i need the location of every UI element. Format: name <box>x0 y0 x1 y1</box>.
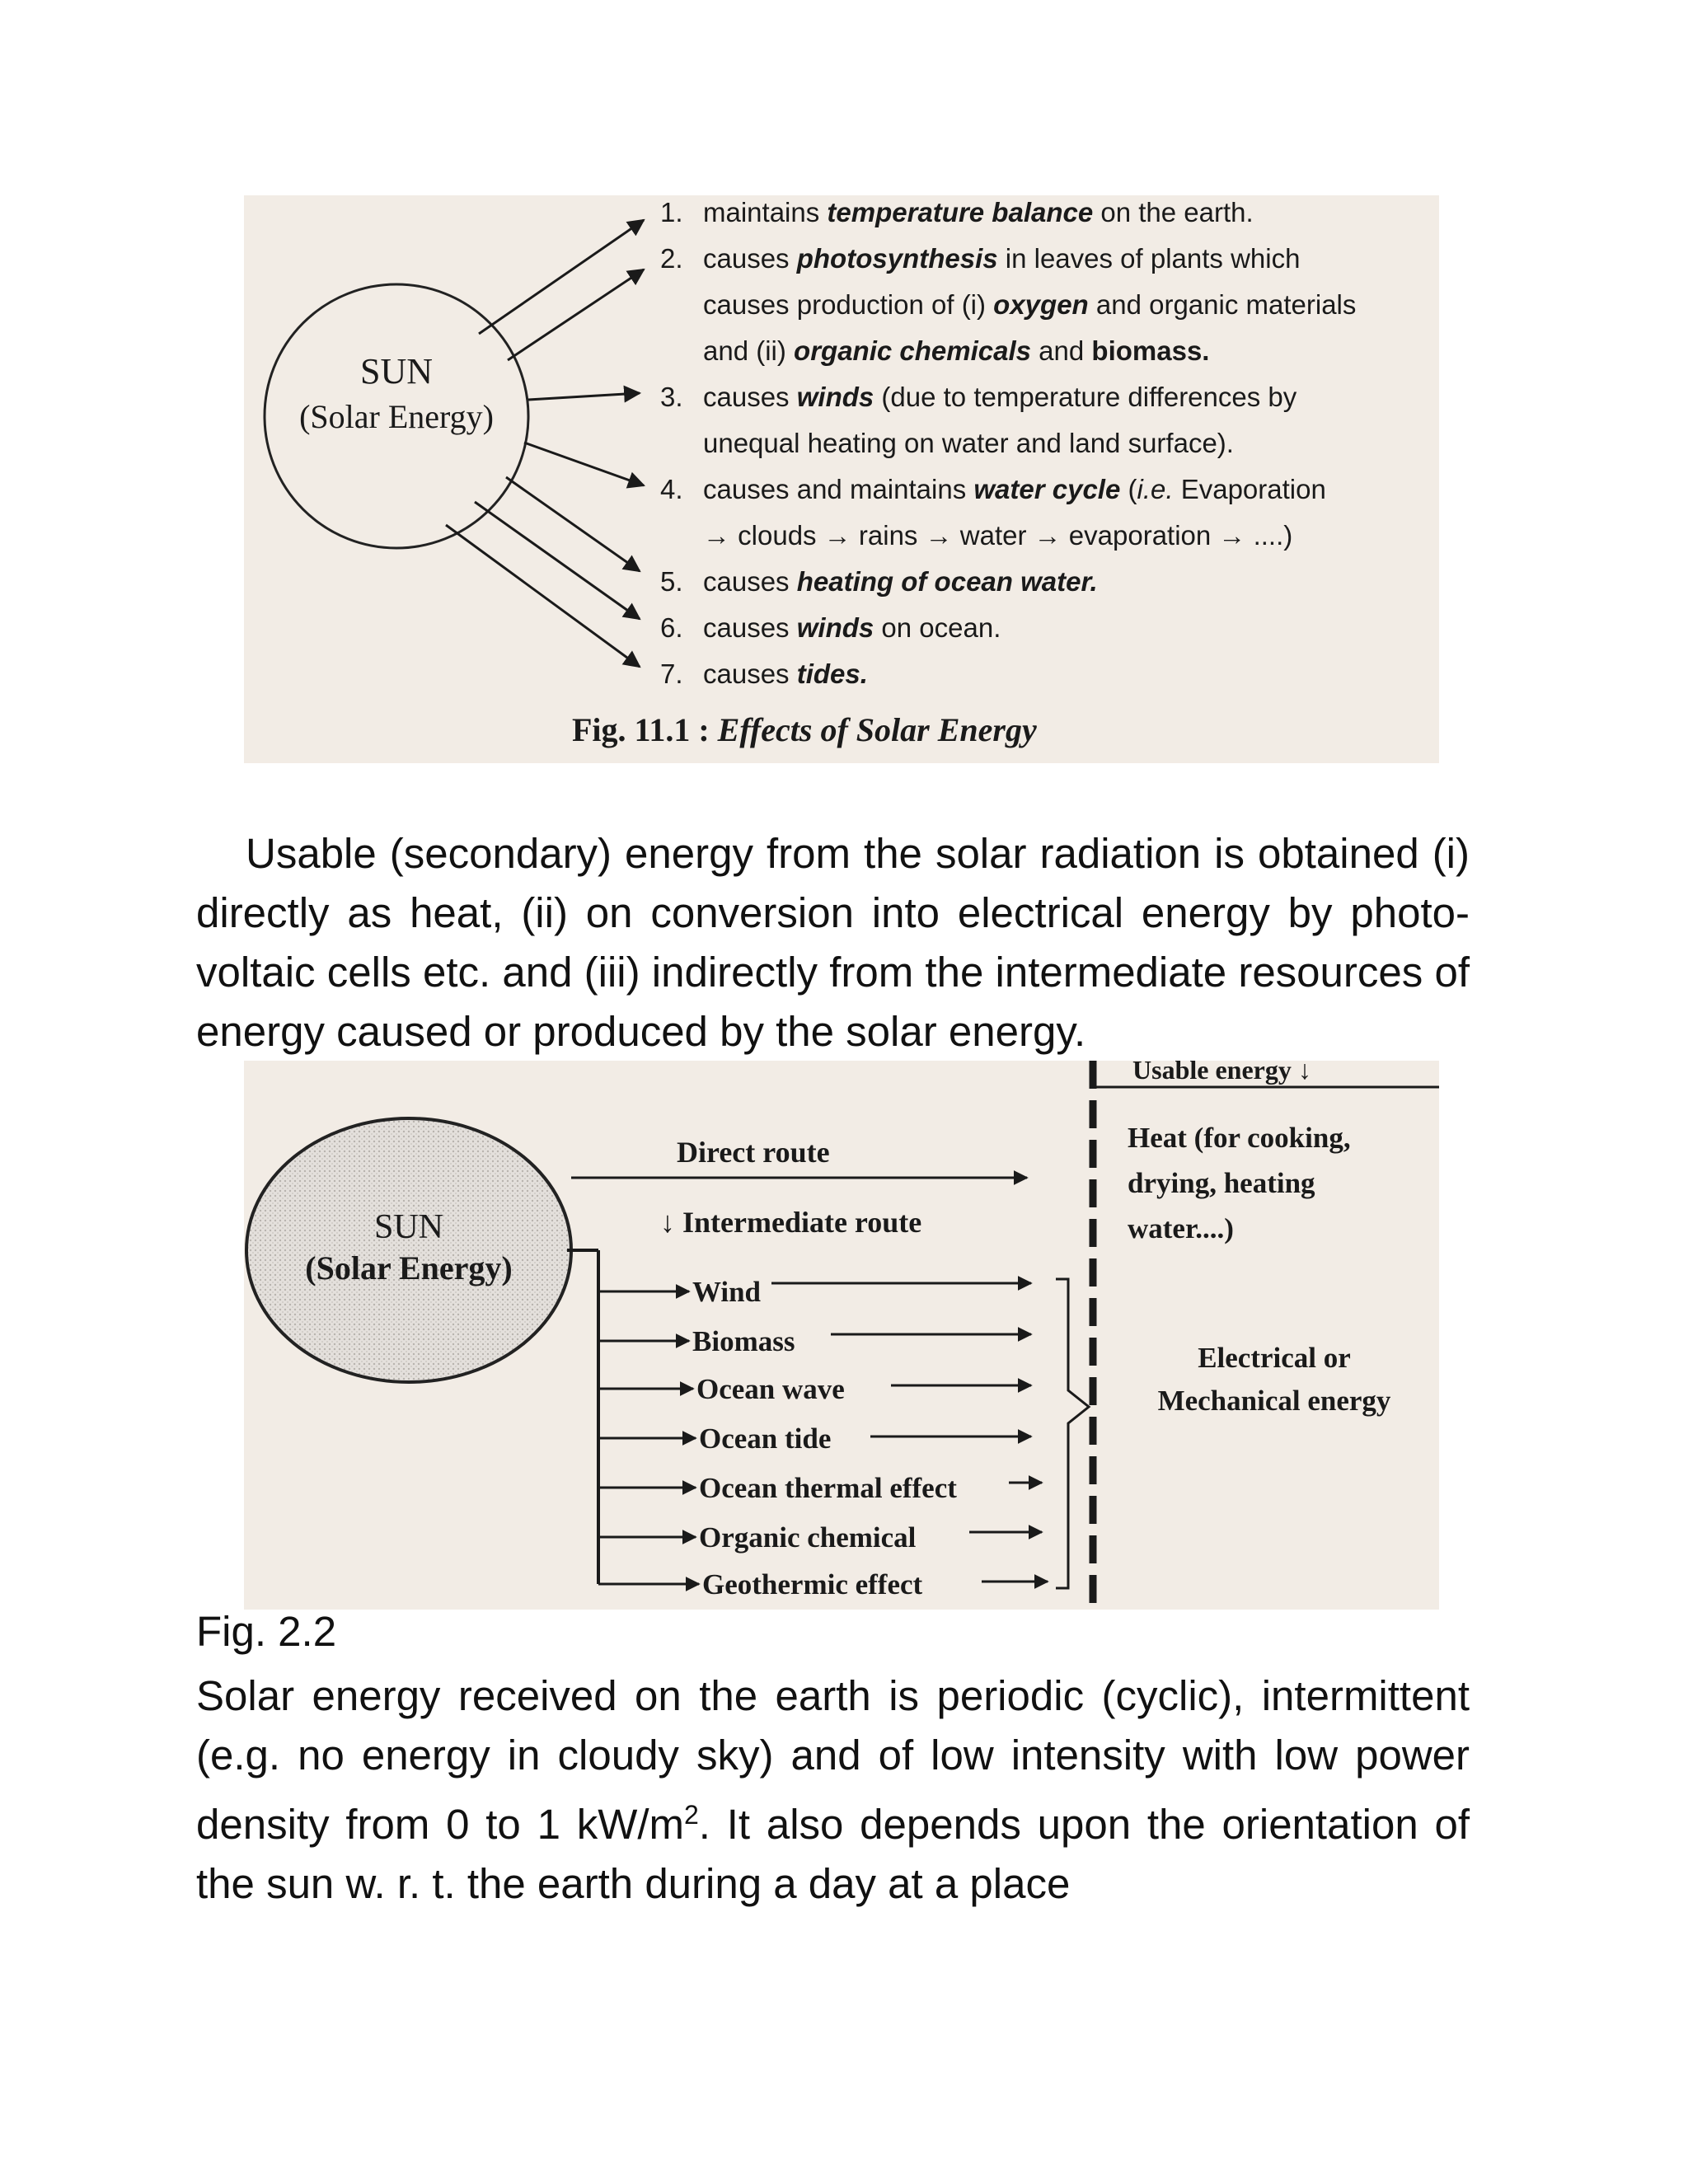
item-7-text: causes tides. <box>703 658 868 689</box>
intermediate-trunk <box>567 1250 598 1584</box>
effect-arrows <box>446 220 644 667</box>
heat-line-2: drying, heating <box>1128 1167 1315 1199</box>
item-2-line-3: and (ii) organic chemicals and biomass. <box>703 335 1210 366</box>
figure1-caption: Fig. 11.1 : Effects of Solar Energy <box>572 711 1037 748</box>
arrow-3 <box>528 393 640 400</box>
item-6-text: causes winds on ocean. <box>703 612 1001 643</box>
item-3-line-1: causes winds (due to temperature differences by <box>703 382 1297 412</box>
intermediate-route-label: ↓ Intermediate route <box>660 1206 922 1239</box>
figure1-diagram <box>244 195 1439 763</box>
para2-text-a: Solar energy received on the earth is periodic (cyclic), intermittent (e.g. no energy in cloudy sky) and of low intensity with low power density from 0 to 1 kW/m <box>196 1672 1470 1848</box>
sun-label-2: SUN <box>373 1208 444 1246</box>
route-branches <box>598 1276 1048 1601</box>
electrical-output <box>1158 1342 1391 1417</box>
figure2-diagram <box>244 1061 1439 1610</box>
arrow-2 <box>508 269 644 360</box>
paragraph-usable-energy: Usable (secondary) energy from the solar radiation is obtained (i) directly as heat, (ii) on conversion into electrical energy by photo-voltaic cells etc. and (iii) indirectly from the intermediate resources of energy caused or produced by the solar energy. <box>196 830 1470 1055</box>
arrow-4 <box>524 443 644 485</box>
route-ocean-wave: Ocean wave <box>696 1373 845 1405</box>
sun-sublabel-2: (Solar Energy) <box>305 1249 513 1286</box>
arrow-7 <box>446 525 640 667</box>
item-3-line-2: unequal heating on water and land surface). <box>703 428 1234 458</box>
effects-list <box>660 197 1356 689</box>
arrow-5 <box>506 477 640 571</box>
item-2-line-1: causes photosynthesis in leaves of plants which <box>703 243 1301 274</box>
route-ocean-thermal-effect: Ocean thermal effect <box>699 1472 957 1504</box>
electrical-line-1: Electrical or <box>1198 1342 1351 1374</box>
para2-superscript: 2 <box>684 1800 699 1830</box>
route-ocean-tide: Ocean tide <box>699 1422 832 1455</box>
usable-energy-header: Usable energy ↓ <box>1132 1061 1311 1085</box>
item-4-line-2: → clouds → rains → water → evaporation → ....) <box>703 520 1293 551</box>
figure2-caption: Fig. 2.2 <box>196 1608 337 1655</box>
heat-output <box>1128 1122 1351 1244</box>
item-4-line-1: causes and maintains water cycle (i.e. Evaporation <box>703 474 1326 504</box>
arrow-1 <box>479 220 644 334</box>
item-5-number: 5. <box>660 566 683 597</box>
direct-route-label: Direct route <box>677 1136 830 1169</box>
heat-line-3: water....) <box>1128 1212 1234 1244</box>
route-geothermic-effect: Geothermic effect <box>702 1568 923 1601</box>
item-6-number: 6. <box>660 612 683 643</box>
item-2-line-2: causes production of (i) oxygen and organic materials <box>703 289 1357 320</box>
item-4-number: 4. <box>660 474 683 504</box>
figure-energy-routes <box>244 1061 1439 1610</box>
route-organic-chemical: Organic chemical <box>699 1521 917 1554</box>
electrical-line-2: Mechanical energy <box>1157 1385 1391 1417</box>
item-7-number: 7. <box>660 658 683 689</box>
sun-sublabel: (Solar Energy) <box>299 398 494 435</box>
figure-effects-of-solar-energy <box>244 195 1439 763</box>
route-biomass: Biomass <box>692 1325 795 1357</box>
item-2-number: 2. <box>660 243 683 274</box>
item-5-text: causes heating of ocean water. <box>703 566 1098 597</box>
arrow-6 <box>475 502 640 619</box>
paragraph-solar-characteristics <box>196 1666 1470 1914</box>
route-wind: Wind <box>692 1276 762 1308</box>
sun-label: SUN <box>359 351 434 391</box>
electrical-brace <box>1056 1279 1089 1588</box>
para2-text-b: . It also depends upon the orientation of the sun w. r. t. the earth during a day at a place <box>196 1801 1470 1907</box>
item-1-text: maintains temperature balance on the earth. <box>703 197 1254 227</box>
heat-line-1: Heat (for cooking, <box>1128 1122 1351 1154</box>
item-1-number: 1. <box>660 197 683 227</box>
item-3-number: 3. <box>660 382 683 412</box>
